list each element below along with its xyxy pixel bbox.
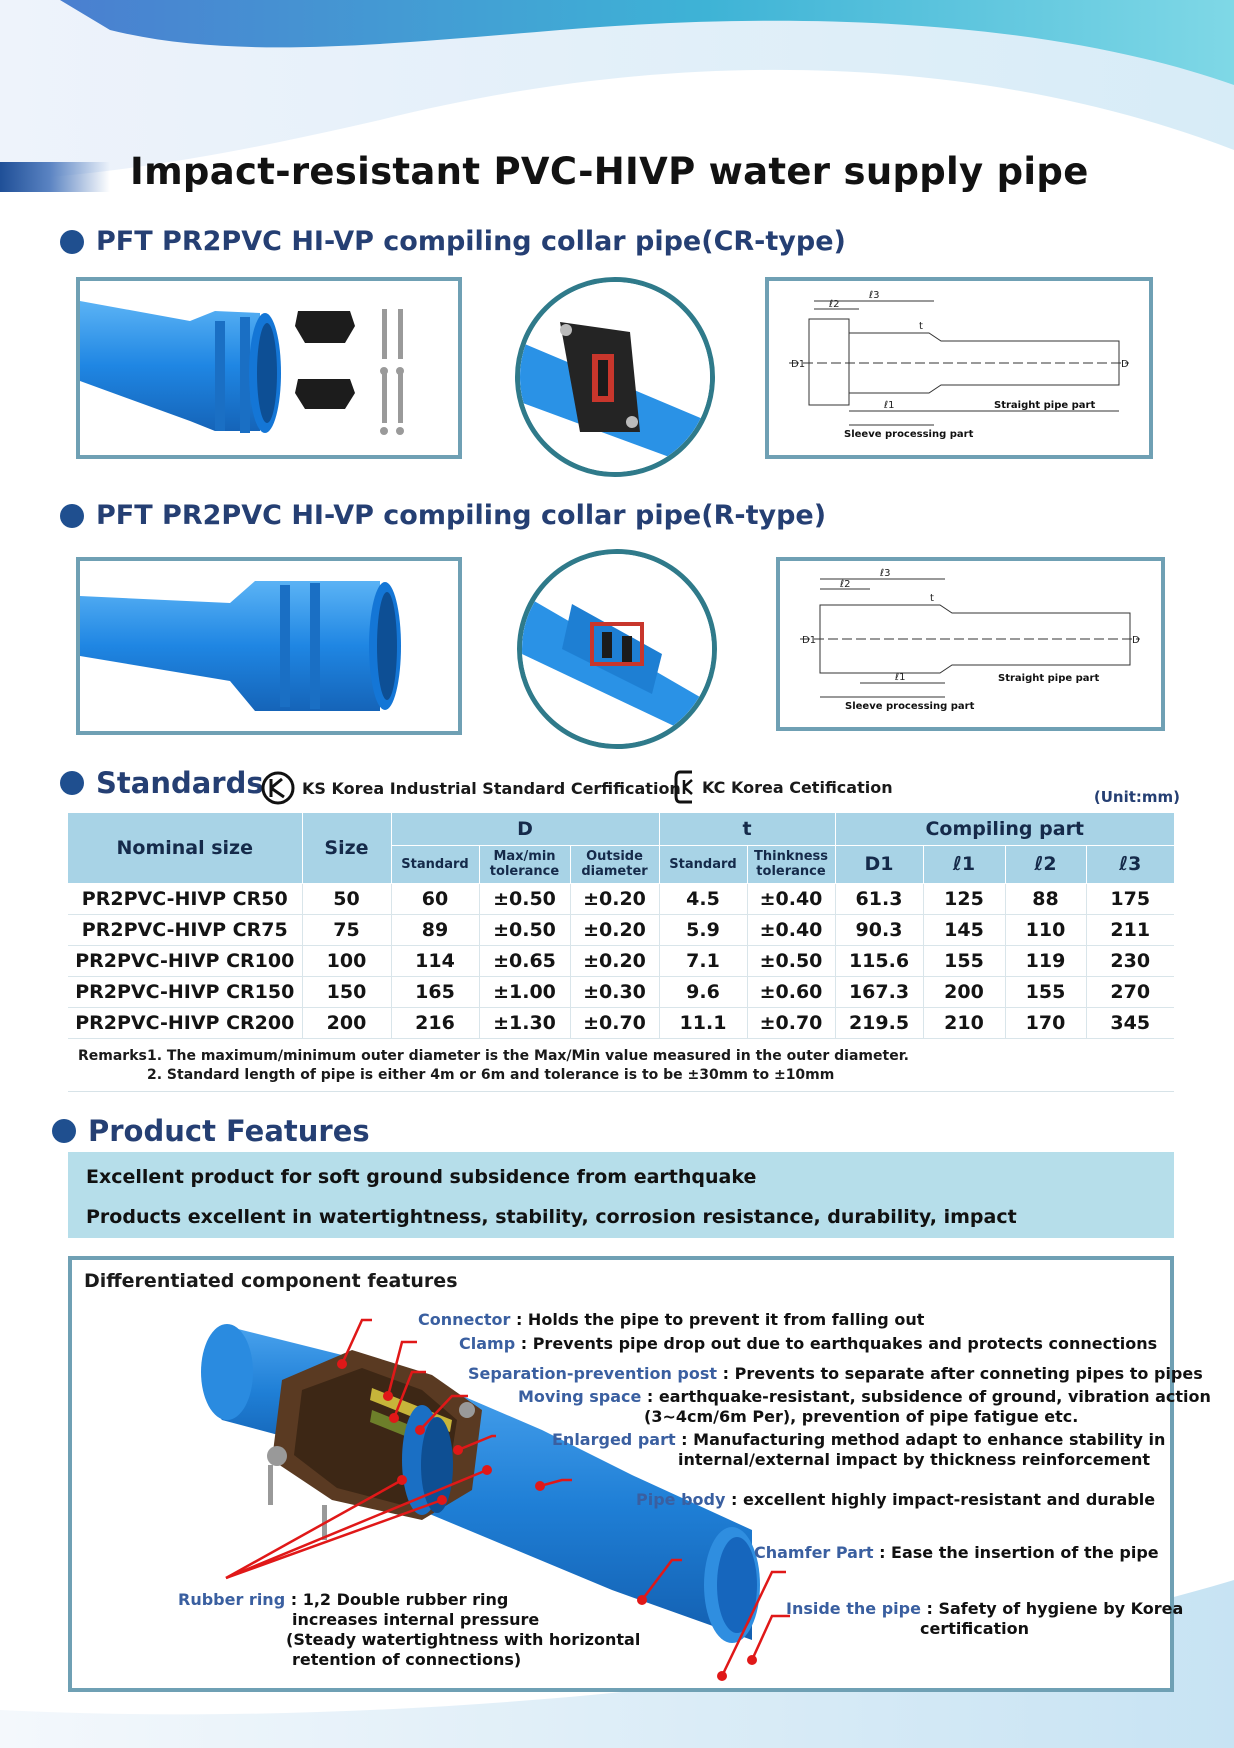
table-cell: 100 [302,945,391,976]
callout-enlarged-desc: : Manufacturing method adapt to enhance stability in [675,1430,1166,1449]
bullet-dot-icon [52,1119,76,1143]
kc-certification [672,768,893,806]
table-cell: ±0.20 [570,883,659,914]
cr-joint-illustration [520,282,710,472]
th-t-thickness: Thinkness tolerance [747,845,835,883]
cr-pipe-photo [76,277,462,459]
feature-line-2: Products excellent in watertightness, stability, corrosion resistance, durability, impact [86,1206,1017,1228]
callout-pipe-body-desc: : excellent highly impact-resistant and durable [725,1490,1156,1509]
callout-rubber-ring [178,1590,640,1670]
straight-pipe-label: Straight pipe part [994,400,1096,411]
table-cell: 4.5 [659,883,747,914]
remarks-line-1: 1. The maximum/minimum outer diameter is the Max/Min value measured in the outer diameter. [147,1048,909,1064]
table-cell: 167.3 [835,976,923,1007]
dim-d1-text: D1 [791,359,806,370]
product-features-heading [52,1114,370,1148]
r-drawing-svg [780,561,1161,727]
callout-clamp-term: Clamp [459,1334,516,1353]
table-cell: 75 [302,914,391,945]
table-cell: 270 [1086,976,1174,1007]
dim-l3-text: ℓ3 [880,568,891,579]
kc-cert-text: KC Korea Cetification [702,777,893,797]
table-cell: 60 [391,883,479,914]
callout-clamp [459,1334,1157,1354]
th-d: D [391,813,659,845]
dim-d-text: D [1121,359,1129,370]
ks-certification [260,770,681,806]
remarks-label: Remarks [78,1048,147,1064]
cr-joint-closeup-photo [515,277,715,477]
callout-moving-desc2: (3~4cm/6m Per), prevention of pipe fatigue etc. [644,1407,1079,1426]
table-cell: ±0.50 [479,883,570,914]
th-l1: ℓ1 [923,845,1005,883]
table-cell: 110 [1005,914,1086,945]
straight-pipe-label: Straight pipe part [998,673,1100,684]
callout-rubber-desc4: retention of connections) [292,1650,522,1669]
bullet-dot-icon [60,504,84,528]
dim-t-text: t [930,593,934,604]
section-heading-r-type [60,500,826,531]
table-cell: 119 [1005,945,1086,976]
callout-inside-desc: : Safety of hygiene by Korea [920,1599,1184,1618]
callout-moving-term: Moving space [518,1387,642,1406]
dim-l1-text: ℓ1 [884,400,895,411]
table-cell: 170 [1005,1007,1086,1038]
th-compiling-part: Compiling part [835,813,1174,845]
table-cell: ±0.50 [479,914,570,945]
table-cell: ±0.50 [747,945,835,976]
table-cell: 9.6 [659,976,747,1007]
table-cell: 88 [1005,883,1086,914]
remarks-line-2: 2. Standard length of pipe is either 4m or 6m and tolerance is to be ±30mm to ±10mm [147,1067,835,1083]
table-body [68,883,1174,1038]
kc-logo-icon [672,768,698,806]
remarks-divider [68,1091,1174,1092]
features-band [68,1152,1174,1238]
top-wave-decoration [0,0,1234,230]
dim-l2-text: ℓ2 [840,579,851,590]
product-features-heading-text: Product Features [88,1114,370,1148]
table-cell: 145 [923,914,1005,945]
table-cell: ±0.20 [570,945,659,976]
table-cell: 115.6 [835,945,923,976]
table-cell: 61.3 [835,883,923,914]
table-cell: 114 [391,945,479,976]
callout-rubber-desc3: (Steady watertightness with horizontal [286,1630,641,1649]
table-cell: 150 [302,976,391,1007]
callout-enlarged-desc2: internal/external impact by thickness reinforcement [678,1450,1151,1469]
callout-chamfer-term: Chamfer Part [754,1543,874,1562]
table-cell: 90.3 [835,914,923,945]
table-cell: 211 [1086,914,1174,945]
table-cell: 89 [391,914,479,945]
bullet-dot-icon [60,771,84,795]
table-cell: 7.1 [659,945,747,976]
table-cell: ±0.20 [570,914,659,945]
th-d-standard: Standard [391,845,479,883]
table-cell: 210 [923,1007,1005,1038]
table-row [68,976,1174,1007]
table-cell: ±0.65 [479,945,570,976]
cr-pipe-illustration [80,281,458,455]
th-l2: ℓ2 [1005,845,1086,883]
table-row [68,883,1174,914]
unit-label: (Unit:mm) [1093,788,1180,806]
th-t-standard: Standard [659,845,747,883]
section-heading-cr-type [60,226,846,257]
callout-separation-post [468,1364,1203,1384]
standards-heading-text: Standards [96,766,264,800]
callout-connector-desc: : Holds the pipe to prevent it from falling out [510,1310,925,1329]
callout-moving-desc: : earthquake-resistant, subsidence of ground, vibration action [641,1387,1211,1406]
th-t: t [659,813,835,845]
table-cell: ±1.30 [479,1007,570,1038]
r-technical-drawing [776,557,1165,731]
callout-connector-term: Connector [418,1310,511,1329]
page-title: Impact-resistant PVC-HIVP water supply pipe [130,150,1089,193]
table-cell: 230 [1086,945,1174,976]
table-cell: 200 [302,1007,391,1038]
table-cell: ±0.60 [747,976,835,1007]
callout-inside-pipe [786,1599,1183,1639]
table-row [68,1007,1174,1038]
table-cell: PR2PVC-HIVP CR150 [68,976,302,1007]
table-cell: 11.1 [659,1007,747,1038]
table-cell: 125 [923,883,1005,914]
title-accent-bar [0,162,110,192]
cr-type-heading-text: PFT PR2PVC HI-VP compiling collar pipe(CR-type) [96,226,846,257]
table-cell: PR2PVC-HIVP CR50 [68,883,302,914]
callout-chamfer-desc: : Ease the insertion of the pipe [873,1543,1159,1562]
r-pipe-illustration [80,561,458,731]
r-joint-illustration [522,554,712,744]
dim-d1-text: D1 [802,635,817,646]
dim-d-text: D [1132,635,1140,646]
table-cell: ±0.70 [747,1007,835,1038]
dim-l2-text: ℓ2 [829,299,840,310]
th-l3: ℓ3 [1086,845,1174,883]
component-features-title: Differentiated component features [84,1270,458,1292]
table-cell: PR2PVC-HIVP CR75 [68,914,302,945]
callout-chamfer-part [754,1543,1159,1563]
table-cell: 345 [1086,1007,1174,1038]
table-row [68,945,1174,976]
th-nominal-size: Nominal size [68,813,302,883]
cr-technical-drawing [765,277,1153,459]
table-row [68,914,1174,945]
table-cell: 219.5 [835,1007,923,1038]
table-cell: 175 [1086,883,1174,914]
callout-pipe-body [636,1490,1155,1510]
standards-heading [60,766,264,800]
standards-table [68,813,1174,1039]
dim-t-text: t [919,321,923,332]
bullet-dot-icon [60,230,84,254]
ks-cert-text: KS Korea Industrial Standard Cerfification [302,778,681,798]
table-cell: 216 [391,1007,479,1038]
r-type-heading-text: PFT PR2PVC HI-VP compiling collar pipe(R-type) [96,500,827,531]
table-cell: 155 [923,945,1005,976]
th-d1: D1 [835,845,923,883]
table-cell: ±1.00 [479,976,570,1007]
table-cell: 155 [1005,976,1086,1007]
callout-rubber-desc2: increases internal pressure [292,1610,540,1629]
table-cell: 5.9 [659,914,747,945]
feature-line-1: Excellent product for soft ground subsidence from earthquake [86,1166,757,1188]
th-size: Size [302,813,391,883]
sleeve-label: Sleeve processing part [844,429,974,440]
callout-enlarged-part [552,1430,1165,1470]
table-cell: ±0.30 [570,976,659,1007]
th-d-outside: Outside diameter [570,845,659,883]
th-d-maxmin: Max/min tolerance [479,845,570,883]
table-cell: ±0.40 [747,914,835,945]
callout-clamp-desc: : Prevents pipe drop out due to earthquakes and protects connections [515,1334,1158,1353]
r-pipe-photo [76,557,462,735]
table-cell: 50 [302,883,391,914]
callout-pipe-body-term: Pipe body [636,1490,726,1509]
callout-enlarged-term: Enlarged part [552,1430,676,1449]
ks-logo-icon [260,770,296,806]
callout-separation-term: Separation-prevention post [468,1364,718,1383]
table-cell: 165 [391,976,479,1007]
table-cell: ±0.70 [570,1007,659,1038]
component-features-box [68,1256,1211,1692]
r-joint-closeup-photo [517,549,717,749]
standards-header [60,766,1180,806]
callout-rubber-term: Rubber ring [178,1590,286,1609]
table-cell: PR2PVC-HIVP CR100 [68,945,302,976]
table-cell: 200 [923,976,1005,1007]
callout-rubber-desc: : 1,2 Double rubber ring [285,1590,509,1609]
table-cell: ±0.40 [747,883,835,914]
callout-inside-desc2: certification [920,1619,1030,1638]
cr-drawing-svg [769,281,1149,455]
table-cell: PR2PVC-HIVP CR200 [68,1007,302,1038]
callout-moving-space [518,1387,1211,1427]
dim-l3-text: ℓ3 [869,290,880,301]
callout-inside-term: Inside the pipe [786,1599,921,1618]
callout-separation-desc: : Prevents to separate after conneting pipes to pipes [717,1364,1203,1383]
sleeve-label: Sleeve processing part [845,701,975,712]
dim-l1-text: ℓ1 [895,672,906,683]
callout-connector [418,1310,924,1330]
